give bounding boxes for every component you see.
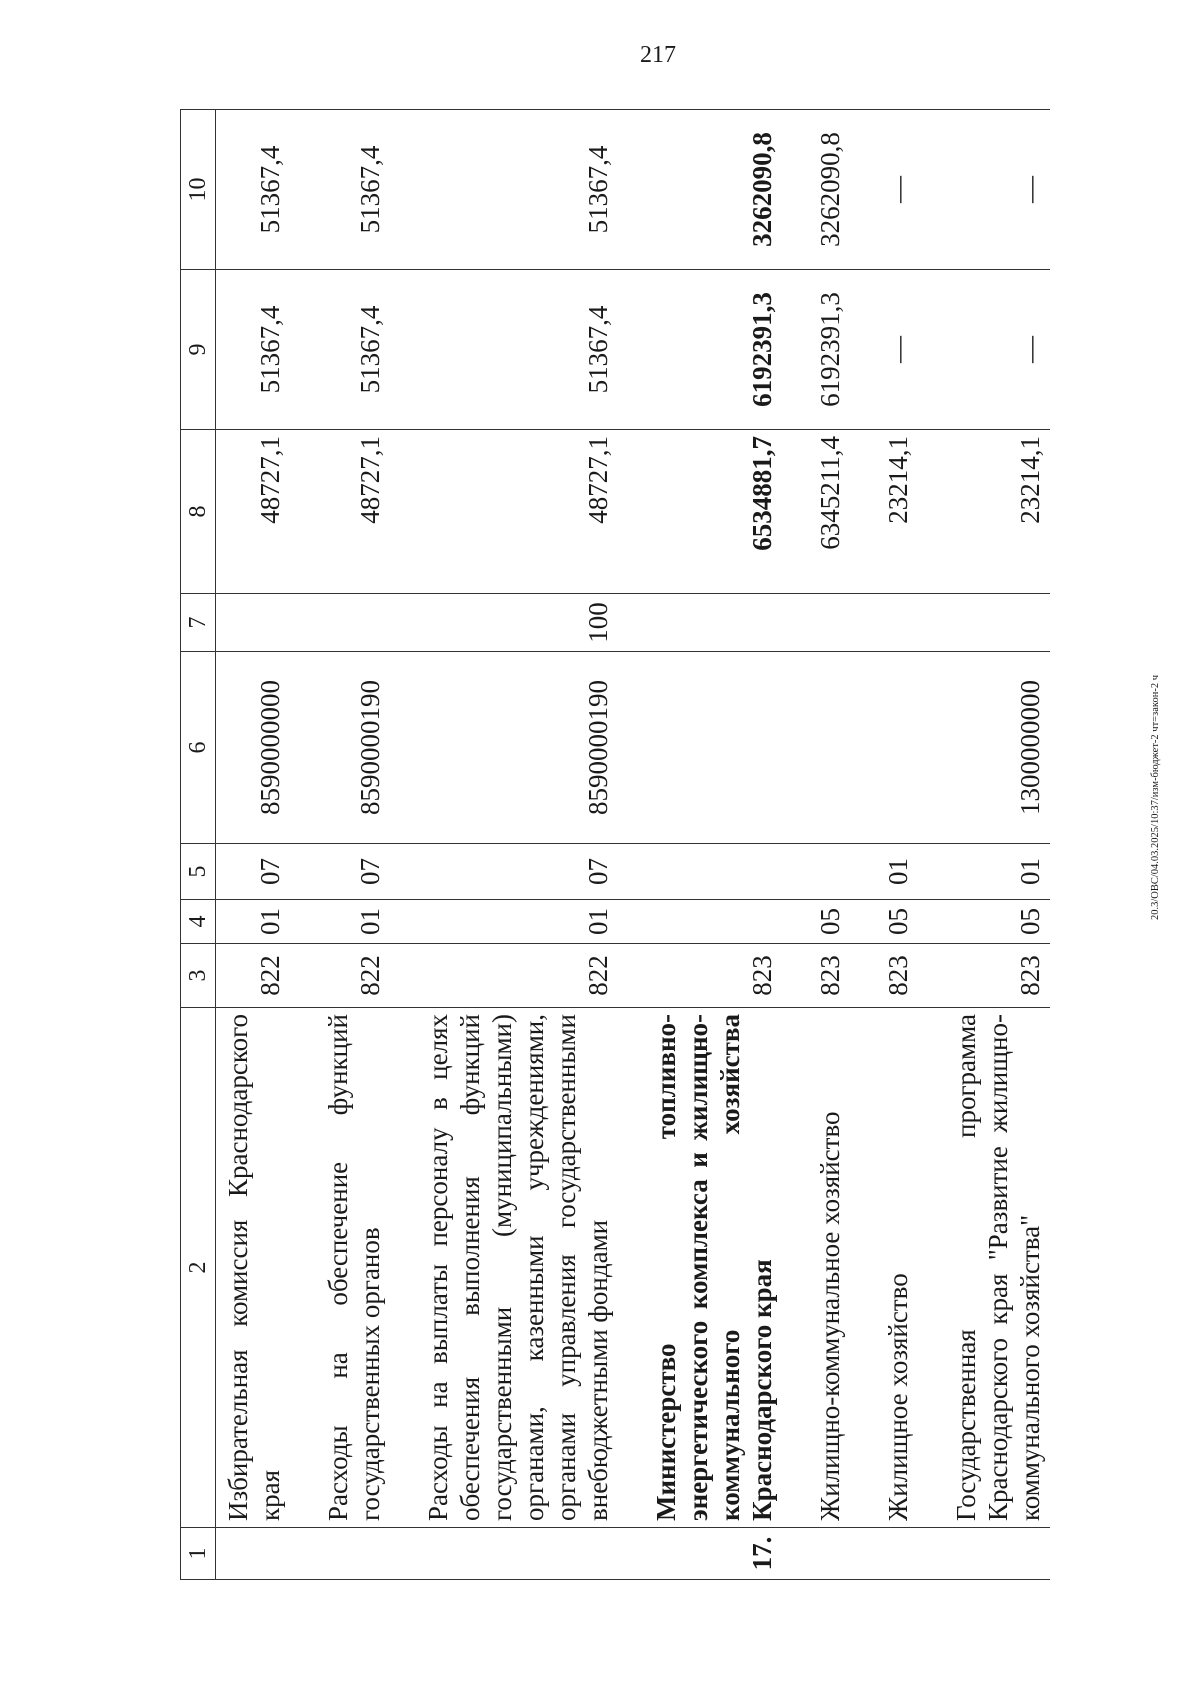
spacer-cell — [390, 944, 416, 1008]
cell-col-6: 1300000000 — [944, 652, 1050, 844]
cell-col-7 — [316, 594, 390, 652]
cell-col-4: 01 — [216, 900, 291, 944]
cell-col-3: 823 — [876, 944, 918, 1008]
row-spacer — [618, 110, 644, 1580]
spacer-cell — [782, 270, 808, 430]
cell-col-6: 8590000000 — [216, 652, 291, 844]
row-spacer — [850, 110, 876, 1580]
cell-col-5: 01 — [944, 844, 1050, 900]
cell-col-2: Министерство топливно-энергетического комплекса и жилищно-коммунального хозяйства Краснодарского края — [644, 1008, 782, 1528]
header-cell: 10 — [181, 110, 216, 270]
cell-col-7: 100 — [416, 594, 618, 652]
row-spacer — [290, 110, 316, 1580]
spacer-cell — [390, 594, 416, 652]
cell-col-5: 07 — [416, 844, 618, 900]
spacer-cell — [618, 110, 644, 270]
cell-col-4: 01 — [416, 900, 618, 944]
cell-col-2: Расходы на выплаты персоналу в целях обеспечения выполнения функций государственными (муниципальными) органами, казенными учреждениями, органами управления государственными внебюджетными фондами — [416, 1008, 618, 1528]
cell-col-10: — — [876, 110, 918, 270]
spacer-cell — [290, 844, 316, 900]
cell-col-10: — — [944, 110, 1050, 270]
header-cell: 6 — [181, 652, 216, 844]
spacer-cell — [290, 594, 316, 652]
cell-col-9: 51367,4 — [216, 270, 291, 430]
spacer-cell — [390, 1528, 416, 1580]
spacer-cell — [918, 844, 944, 900]
spacer-cell — [618, 1528, 644, 1580]
spacer-cell — [290, 270, 316, 430]
spacer-cell — [290, 944, 316, 1008]
table-row — [416, 110, 618, 1580]
spacer-cell — [918, 1528, 944, 1580]
spacer-cell — [918, 652, 944, 844]
budget-table — [180, 109, 1050, 1580]
cell-col-2: Расходы на обеспечение функций государственных органов — [316, 1008, 390, 1528]
spacer-cell — [782, 900, 808, 944]
spacer-cell — [850, 594, 876, 652]
cell-col-2: Жилищное хозяйство — [876, 1008, 918, 1528]
cell-col-2: Избирательная комиссия Краснодарского края — [216, 1008, 291, 1528]
header-cell: 8 — [181, 430, 216, 594]
table-row — [808, 110, 850, 1580]
spacer-cell — [618, 900, 644, 944]
spacer-cell — [918, 944, 944, 1008]
spacer-cell — [850, 110, 876, 270]
cell-col-9: 51367,4 — [416, 270, 618, 430]
cell-col-4: 05 — [944, 900, 1050, 944]
cell-col-4: 05 — [808, 900, 850, 944]
cell-col-7 — [216, 594, 291, 652]
table-row — [644, 110, 782, 1580]
cell-col-1 — [876, 1528, 918, 1580]
cell-col-6 — [644, 652, 782, 844]
rotated-table-wrapper — [180, 110, 1080, 1580]
spacer-cell — [618, 944, 644, 1008]
header-cell: 9 — [181, 270, 216, 430]
cell-col-10: 3262090,8 — [644, 110, 782, 270]
cell-col-10: 3262090,8 — [808, 110, 850, 270]
spacer-cell — [850, 270, 876, 430]
row-spacer — [782, 110, 808, 1580]
spacer-cell — [618, 844, 644, 900]
header-cell: 7 — [181, 594, 216, 652]
cell-col-9: — — [944, 270, 1050, 430]
spacer-cell — [290, 110, 316, 270]
cell-col-5: 07 — [216, 844, 291, 900]
spacer-cell — [290, 430, 316, 594]
spacer-cell — [390, 110, 416, 270]
spacer-cell — [390, 270, 416, 430]
cell-col-10: 51367,4 — [416, 110, 618, 270]
spacer-cell — [618, 1008, 644, 1528]
cell-col-8: 48727,1 — [316, 430, 390, 594]
header-cell: 5 — [181, 844, 216, 900]
spacer-cell — [782, 1528, 808, 1580]
cell-col-1 — [416, 1528, 618, 1580]
table-row — [876, 110, 918, 1580]
header-row — [181, 110, 216, 1580]
spacer-cell — [850, 844, 876, 900]
cell-col-1: 17. — [644, 1528, 782, 1580]
spacer-cell — [390, 652, 416, 844]
spacer-cell — [918, 270, 944, 430]
spacer-cell — [850, 1528, 876, 1580]
spacer-cell — [290, 1008, 316, 1528]
header-cell: 4 — [181, 900, 216, 944]
cell-col-3: 822 — [316, 944, 390, 1008]
cell-col-2: Государственная программа Краснодарского края "Развитие жилищно-коммунального хозяйства" — [944, 1008, 1050, 1528]
cell-col-6: 8590000190 — [416, 652, 618, 844]
cell-col-6: 8590000190 — [316, 652, 390, 844]
spacer-cell — [290, 652, 316, 844]
cell-col-9: 6192391,3 — [808, 270, 850, 430]
cell-col-10: 51367,4 — [316, 110, 390, 270]
cell-col-1 — [944, 1528, 1050, 1580]
cell-col-5 — [808, 844, 850, 900]
header-cell: 2 — [181, 1008, 216, 1528]
row-spacer — [390, 110, 416, 1580]
table-row — [944, 110, 1050, 1580]
cell-col-2: Жилищно-коммунальное хозяйство — [808, 1008, 850, 1528]
row-spacer — [918, 110, 944, 1580]
cell-col-8: 48727,1 — [216, 430, 291, 594]
cell-col-8: 48727,1 — [416, 430, 618, 594]
cell-col-9: 6192391,3 — [644, 270, 782, 430]
cell-col-7 — [808, 594, 850, 652]
spacer-cell — [618, 270, 644, 430]
cell-col-8: 23214,1 — [876, 430, 918, 594]
cell-col-7 — [876, 594, 918, 652]
cell-col-4 — [644, 900, 782, 944]
spacer-cell — [390, 430, 416, 594]
spacer-cell — [918, 110, 944, 270]
cell-col-7 — [644, 594, 782, 652]
cell-col-10: 51367,4 — [216, 110, 291, 270]
spacer-cell — [390, 844, 416, 900]
page-number: 217 — [640, 42, 676, 68]
cell-col-3: 823 — [944, 944, 1050, 1008]
cell-col-4: 01 — [316, 900, 390, 944]
cell-col-1 — [316, 1528, 390, 1580]
cell-col-4: 05 — [876, 900, 918, 944]
table-row — [316, 110, 390, 1580]
spacer-cell — [918, 1008, 944, 1528]
spacer-cell — [850, 900, 876, 944]
spacer-cell — [782, 110, 808, 270]
spacer-cell — [618, 430, 644, 594]
spacer-cell — [782, 430, 808, 594]
cell-col-3: 823 — [808, 944, 850, 1008]
header-cell: 1 — [181, 1528, 216, 1580]
spacer-cell — [782, 652, 808, 844]
spacer-cell — [290, 1528, 316, 1580]
cell-col-5: 01 — [876, 844, 918, 900]
spacer-cell — [850, 430, 876, 594]
spacer-cell — [782, 1008, 808, 1528]
footer-stamp: 20.3/ОВС/04.03.2025/10:37/изм-бюджет-2 чт=закон-2 ч — [1150, 675, 1161, 920]
cell-col-7 — [944, 594, 1050, 652]
spacer-cell — [782, 594, 808, 652]
spacer-cell — [618, 652, 644, 844]
spacer-cell — [850, 1008, 876, 1528]
spacer-cell — [782, 844, 808, 900]
cell-col-5: 07 — [316, 844, 390, 900]
cell-col-1 — [808, 1528, 850, 1580]
spacer-cell — [782, 944, 808, 1008]
table-row — [216, 110, 291, 1580]
spacer-cell — [850, 944, 876, 1008]
cell-col-8: 23214,1 — [944, 430, 1050, 594]
header-cell: 3 — [181, 944, 216, 1008]
spacer-cell — [918, 430, 944, 594]
cell-col-3: 822 — [416, 944, 618, 1008]
spacer-cell — [618, 594, 644, 652]
spacer-cell — [290, 900, 316, 944]
cell-col-3: 822 — [216, 944, 291, 1008]
spacer-cell — [918, 900, 944, 944]
cell-col-8: 6534881,7 — [644, 430, 782, 594]
cell-col-9: — — [876, 270, 918, 430]
spacer-cell — [390, 900, 416, 944]
cell-col-6 — [876, 652, 918, 844]
table-body — [216, 110, 1051, 1580]
cell-col-1 — [216, 1528, 291, 1580]
cell-col-9: 51367,4 — [316, 270, 390, 430]
spacer-cell — [918, 594, 944, 652]
cell-col-3: 823 — [644, 944, 782, 1008]
cell-col-5 — [644, 844, 782, 900]
spacer-cell — [390, 1008, 416, 1528]
cell-col-8: 6345211,4 — [808, 430, 850, 594]
cell-col-6 — [808, 652, 850, 844]
spacer-cell — [850, 652, 876, 844]
